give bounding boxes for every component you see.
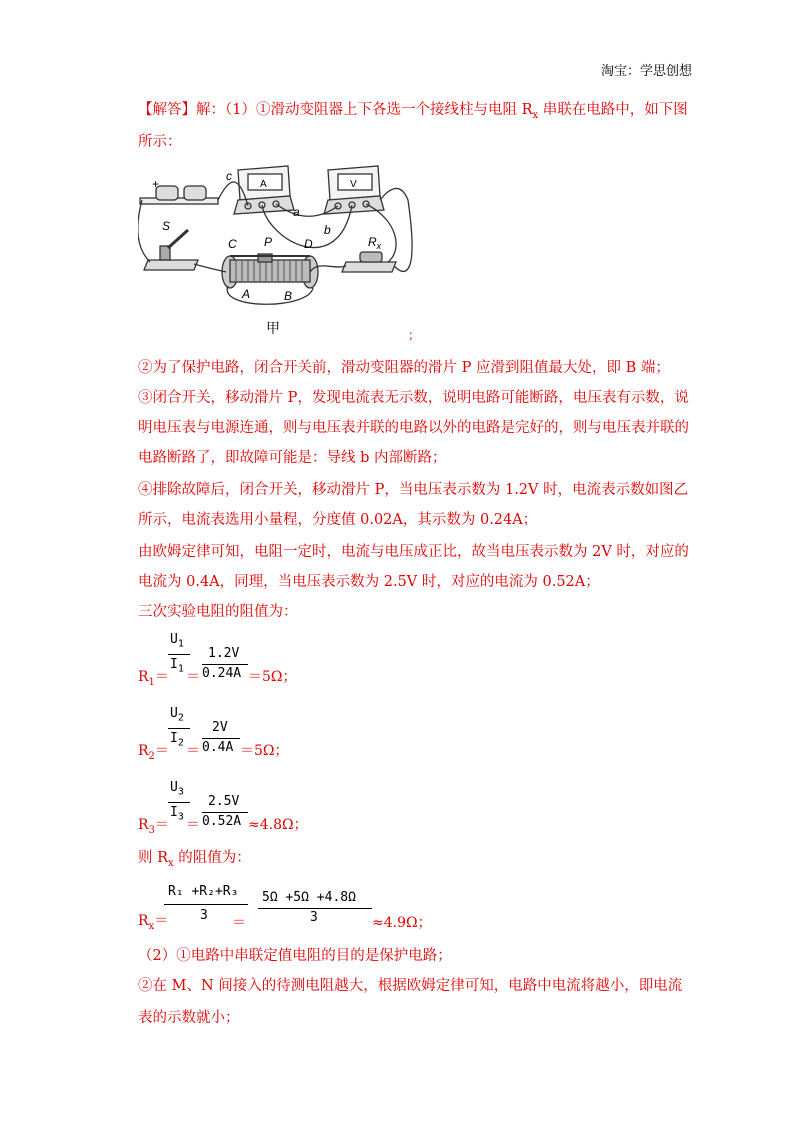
solution-q2a: （2）①电路中串联定值电阻的目的是保护电路； xyxy=(138,948,452,964)
solution-p3a: ③闭合开关，移动滑片 P，发现电流表无示数，说明电路可能断路，电压表有示数，说 xyxy=(138,390,689,406)
solution-q2c: 表的示数就小； xyxy=(138,1010,240,1026)
solution-p3c: 电路断路了，即故障可能是：导线 b 内部断路； xyxy=(138,450,447,466)
header-shop: 淘宝：学思创想 xyxy=(600,64,692,79)
figure-caption: 甲 xyxy=(266,321,280,337)
solution-p5a: 由欧姆定律可知，电阻一定时，电流与电压成正比，故当电压表示数为 2V 时，对应的 xyxy=(138,544,689,560)
terminal-b-label: B xyxy=(284,289,293,303)
solution-p6: 三次实验电阻的阻值为： xyxy=(138,604,298,620)
solution-lead: 【解答】 xyxy=(138,102,196,118)
wire-b-label: b xyxy=(324,223,331,237)
solution-p4a: ④排除故障后，闭合开关，移动滑片 P，当电压表示数为 1.2V 时，电流表示数如图乙 xyxy=(138,482,689,498)
figure-semicolon: ； xyxy=(408,328,421,342)
resistor-rx-label: $R_x$ xyxy=(368,235,382,251)
wire-a-label: a xyxy=(293,205,300,219)
terminal-c-label: C xyxy=(228,237,237,251)
solution-p3b: 明电压表与电源连通，则与电压表并联的电路以外的电路是完好的，则与电压表并联的 xyxy=(138,420,689,436)
terminal-a-label: A xyxy=(242,287,251,301)
voltmeter-label: V xyxy=(350,179,357,190)
solution-line2: 所示： xyxy=(138,134,182,150)
solution-line1: 【解答】解：（1）①滑动变阻器上下各选一个接线柱与电阻 $R_x$ 串联在电路中，如下图 xyxy=(138,102,688,121)
solution-p2: ②为了保护电路，闭合开关前，滑动变阻器的滑片 P 应滑到阻值最大处，即 B 端； xyxy=(138,360,670,376)
ammeter-label: A xyxy=(260,179,267,190)
battery-plus-label: + xyxy=(152,177,160,191)
solution-p5b: 电流为 0.4A，同理，当电压表示数为 2.5V 时，对应的电流为 0.52A； xyxy=(138,574,600,590)
switch-label: S xyxy=(162,219,171,233)
wire-c-label: c xyxy=(226,169,232,183)
solution-p7: 则 $R_x$ 的阻值为： xyxy=(138,850,251,869)
slider-p-label: P xyxy=(264,235,273,249)
circuit-diagram xyxy=(138,160,438,350)
terminal-d-label: D xyxy=(304,237,313,251)
solution-q2b: ②在 M、N 间接入的待测电阻越大，根据欧姆定律可知，电路中电流将越小，即电流 xyxy=(138,978,683,994)
solution-p4b: 所示，电流表选用小量程，分度值 0.02A，其示数为 0.24A； xyxy=(138,512,538,528)
